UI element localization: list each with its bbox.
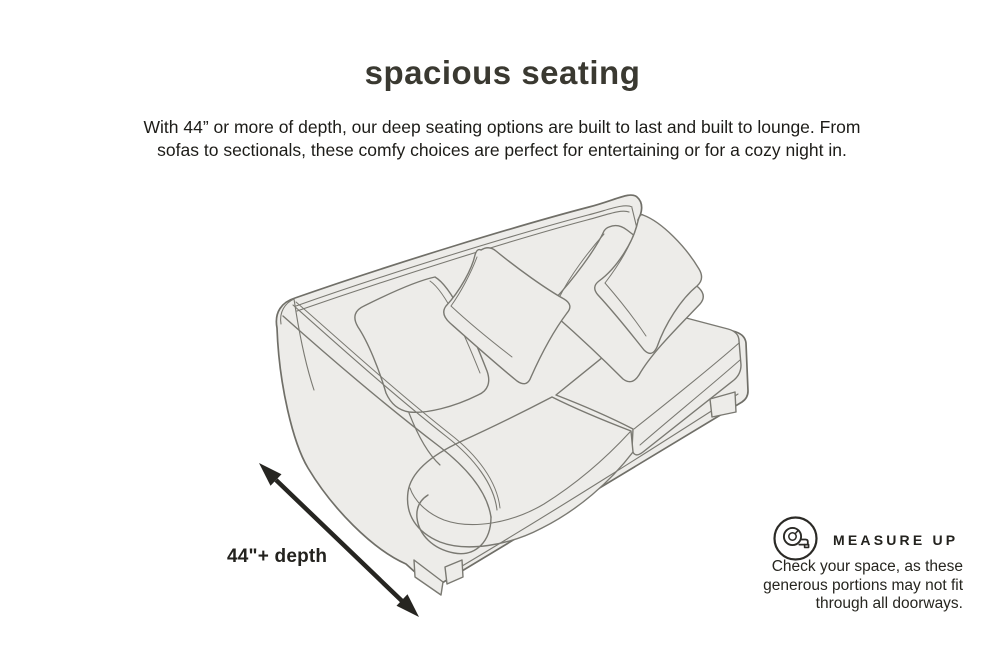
description-line-2: sofas to sectionals, these comfy choices are perfect for entertaining or for a cozy night in. <box>157 140 847 160</box>
measure-up-note-line-3: through all doorways. <box>815 595 963 612</box>
measure-up-note <box>748 558 963 614</box>
description-line-1: With 44” or more of depth, our deep seating options are built to last and built to lounge. From <box>143 117 861 137</box>
page-title: spacious seating <box>364 54 641 91</box>
tape-measure-icon <box>772 515 819 562</box>
measure-up-note-line-2: generous portions may not fit <box>763 576 963 594</box>
depth-dimension-label: 44"+ depth <box>227 546 328 567</box>
measure-up-note-line-1: Check your space, as these <box>771 558 963 575</box>
measure-up-label: MEASURE UP <box>833 532 959 548</box>
